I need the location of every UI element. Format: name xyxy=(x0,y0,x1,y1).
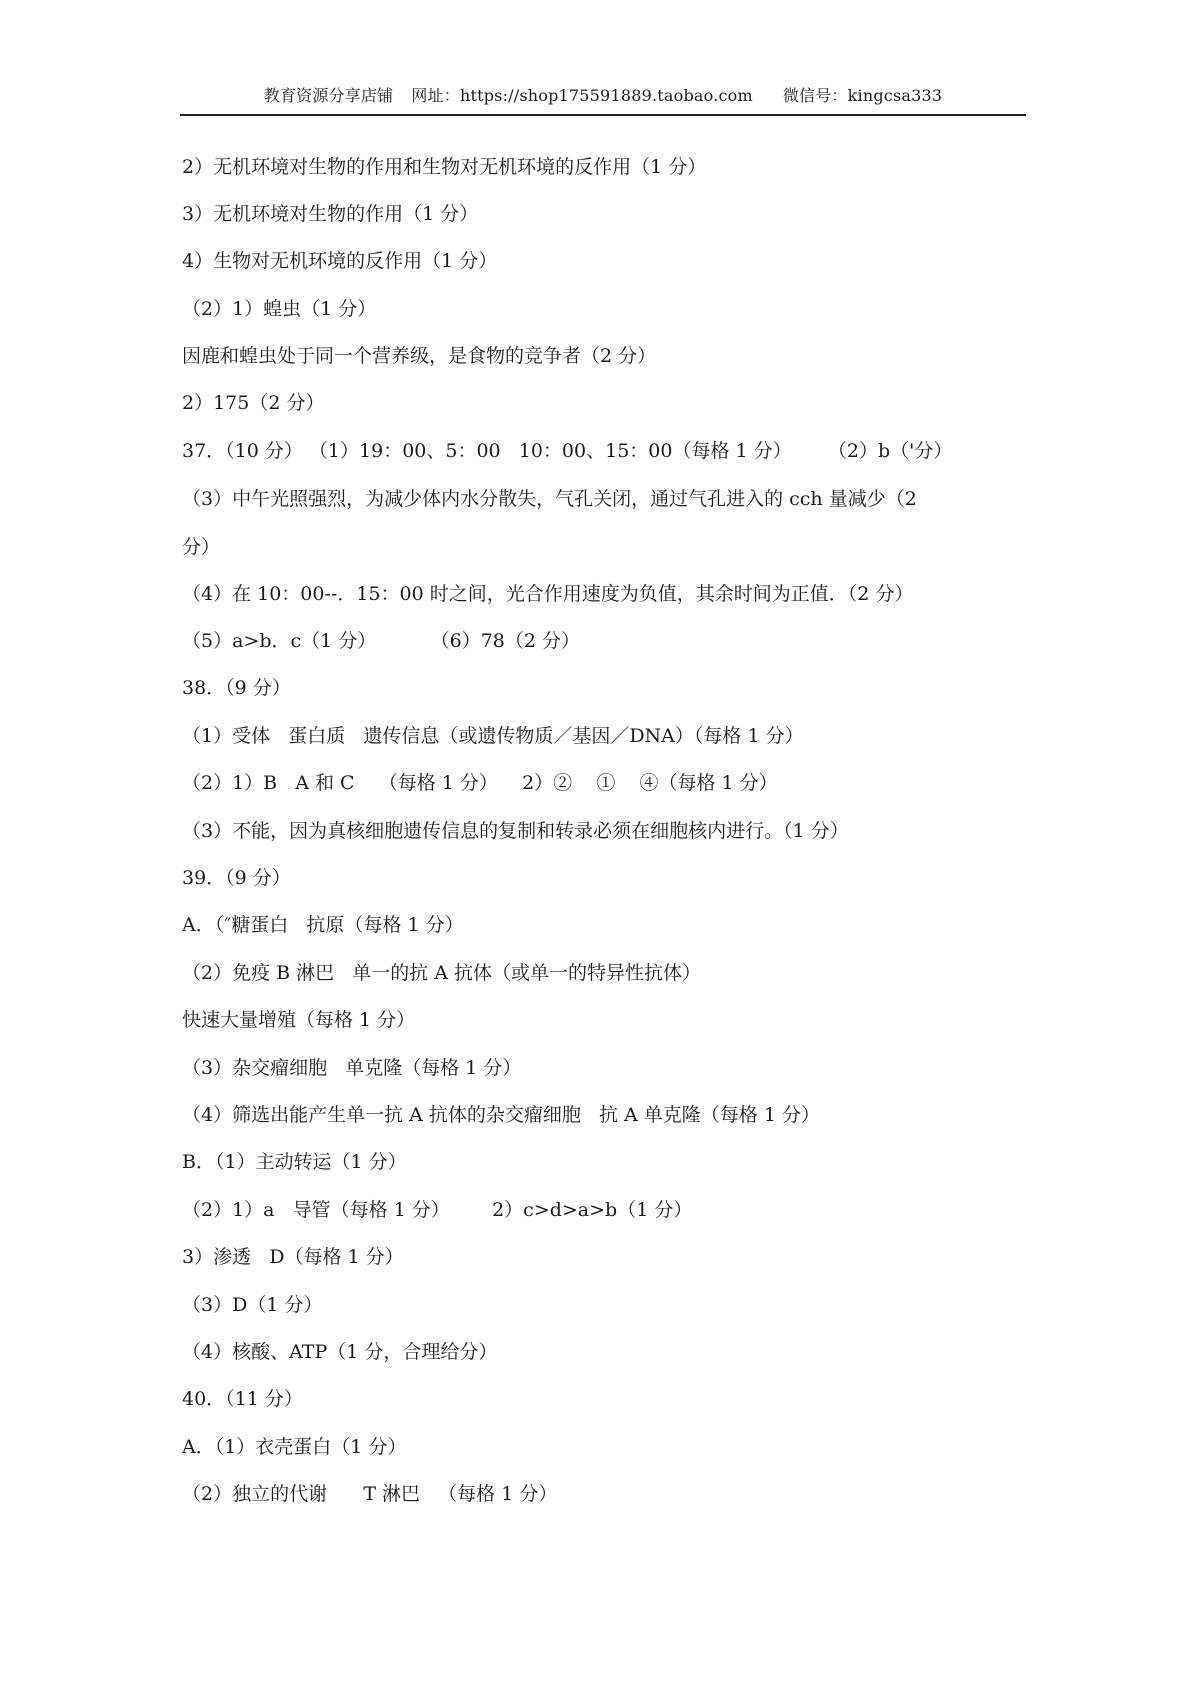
answer-line: （3）D（1 分） xyxy=(182,1294,323,1316)
answer-line: B．（1）主动转运（1 分） xyxy=(182,1151,407,1173)
answer-line: （2）免疫 B 淋巴 单一的抗 A 抗体（或单一的特异性抗体） xyxy=(182,962,702,984)
page-header xyxy=(180,86,1026,116)
answer-line: （4）筛选出能产生单一抗 A 抗体的杂交瘤细胞 抗 A 单克隆（每格 1 分） xyxy=(182,1104,820,1126)
answer-line: （1）受体 蛋白质 遗传信息（或遗传物质／基因／DNA）（每格 1 分） xyxy=(182,725,804,747)
question-39-heading: 39．（9 分） xyxy=(182,867,291,889)
answer-line: 3）无机环境对生物的作用（1 分） xyxy=(182,203,479,225)
answer-line: 4）生物对无机环境的反作用（1 分） xyxy=(182,250,498,272)
answer-line: （2）1）a 导管（每格 1 分） 2）c>d>a>b（1 分） xyxy=(182,1199,693,1221)
question-37-line: 37．（10 分） （1）19：00、5：00 10：00、15：00（每格 1 分） （2）b（'分） xyxy=(182,440,953,462)
answer-line: （3）中午光照强烈，为减少体内水分散失，气孔关闭，通过气孔进入的 cch 量减少（2 xyxy=(182,488,917,510)
answer-line: 分） xyxy=(182,536,221,558)
question-38-heading: 38．（9 分） xyxy=(182,677,291,699)
answer-line: （4）核酸、ATP（1 分，合理给分） xyxy=(182,1341,498,1363)
header-shop-url: 网址：https://shop175591889.taobao.com xyxy=(411,86,753,105)
answer-line: （2）独立的代谢 T 淋巴 （每格 1 分） xyxy=(182,1483,558,1505)
answer-line: 快速大量增殖（每格 1 分） xyxy=(182,1009,416,1031)
answer-line: （2）1）蝗虫（1 分） xyxy=(182,298,377,320)
answer-line: （4）在 10：00--．15：00 时之间，光合作用速度为负值，其余时间为正值．（2 分） xyxy=(182,583,914,605)
answer-line: 2）175（2 分） xyxy=(182,392,325,414)
question-40-heading: 40．（11 分） xyxy=(182,1388,303,1410)
answer-line: A．（1）衣壳蛋白（1 分） xyxy=(182,1436,407,1458)
answer-line: （3）杂交瘤细胞 单克隆（每格 1 分） xyxy=(182,1057,522,1079)
answer-line: A．（″糖蛋白 抗原（每格 1 分） xyxy=(182,914,464,936)
answer-line: 3）渗透 D（每格 1 分） xyxy=(182,1246,404,1268)
answer-line: 2）无机环境对生物的作用和生物对无机环境的反作用（1 分） xyxy=(182,156,707,178)
answer-line: （2）1）B A 和 C （每格 1 分） 2）② ① ④（每格 1 分） xyxy=(182,772,778,794)
answer-line: （3）不能，因为真核细胞遗传信息的复制和转录必须在细胞核内进行。（1 分） xyxy=(182,820,849,842)
header-wechat-id: 微信号：kingcsa333 xyxy=(782,86,943,105)
answer-line: （5）a>b．c（1 分） （6）78（2 分） xyxy=(182,630,581,652)
answer-line: 因鹿和蝗虫处于同一个营养级，是食物的竞争者（2 分） xyxy=(182,345,657,367)
header-shop-name: 教育资源分享店铺 xyxy=(263,86,394,105)
